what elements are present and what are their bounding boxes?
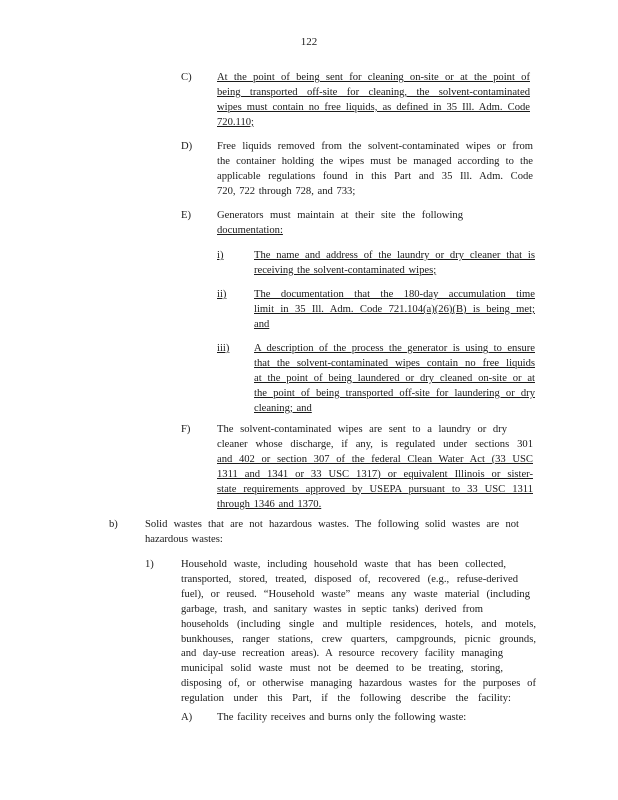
item-e-line: Generators must maintain at their site the following [217, 210, 463, 221]
subitem-iii-line: at the point of being laundered or dry cleaned on-site or at [254, 372, 535, 384]
item-label-f: F) [181, 424, 191, 435]
item-label-b1a: A) [181, 712, 193, 723]
item-b1-line: garbage, trash, and sanitary wastes in septic tanks) derived from [181, 603, 483, 615]
item-b1-line: fuel), or reused. “Household waste” means any waste material (including [181, 588, 530, 600]
item-c-line: 720.110; [217, 116, 254, 128]
section-b-line: Solid wastes that are not hazardous wastes. The following solid wastes are not [145, 519, 519, 530]
subitem-label-iii: iii) [217, 343, 230, 354]
section-text-b [145, 518, 519, 548]
item-b1-line: disposing of, or otherwise managing hazardous wastes for the purposes of [181, 678, 536, 690]
section-label-b: b) [109, 519, 118, 530]
item-d-line: 720, 722 through 728, and 733; [217, 185, 356, 197]
item-b1-line: Household waste, including household waste that has been collected, [181, 559, 506, 570]
section-b-line: hazardous wastes: [145, 533, 223, 545]
item-label-b1: 1) [145, 559, 154, 570]
item-text-d [217, 140, 533, 200]
item-b1-line: households (including single and multiple residences, hotels, and motels, [181, 618, 536, 630]
item-label-c: C) [181, 72, 192, 83]
subitem-iii-line: A description of the process the generator is using to ensure [254, 343, 535, 354]
item-b1-line: bunkhouses, ranger stations, crew quarters, campgrounds, picnic grounds, [181, 633, 536, 645]
item-c-line: wipes must contain no free liquids, as defined in 35 Ill. Adm. Code [217, 101, 530, 113]
item-e-line: documentation: [217, 224, 283, 236]
item-b1-line: transported, stored, treated, disposed of, recovered (e.g., refuse-derived [181, 573, 518, 585]
item-label-e: E) [181, 210, 191, 221]
item-c-line: At the point of being sent for cleaning on-site or at the point of [217, 72, 530, 83]
item-b1-line: municipal solid waste must not be deemed to be treating, storing, [181, 663, 503, 675]
item-f-line: through 1346 and 1370. [217, 498, 322, 510]
item-d-line: Free liquids removed from the solvent-contaminated wipes or from [217, 141, 533, 152]
subitem-ii-line: The documentation that the 180-day accumulation time [254, 289, 535, 300]
subitem-i-line: The name and address of the laundry or dry cleaner that is [254, 250, 535, 261]
item-text-b1a [217, 711, 537, 726]
subitem-i-line: receiving the solvent-contaminated wipes; [254, 264, 437, 276]
item-b1a-line: The facility receives and burns only the following waste: [217, 712, 467, 723]
item-b1-line: regulation under this Part, if the following describe the facility: [181, 693, 511, 705]
item-b1-line: and day-use recreation areas). A resource recovery facility managing [181, 648, 503, 660]
page-number: 122 [300, 36, 318, 48]
item-label-d: D) [181, 141, 193, 152]
item-text-f [217, 423, 533, 512]
item-f-line: The solvent-contaminated wipes are sent to a laundry or dry [217, 424, 507, 435]
subitem-iii-line: that the solvent-contaminated wipes contain no free liquids [254, 357, 535, 369]
subitem-iii-line: the point of being transported off-site for laundering or dry [254, 387, 535, 399]
item-text-e [217, 209, 463, 239]
subitem-ii-line: and [254, 318, 270, 330]
subitem-ii-line: limit in 35 Ill. Adm. Code 721.104(a)(26)(B) is being met; [254, 303, 535, 315]
subitem-text-ii [254, 288, 535, 333]
subitem-label-i: i) [217, 250, 224, 261]
item-f-line: 1311 and 1341 or 33 USC 1317) or equivalent Illinois or sister- [217, 468, 533, 480]
item-text-c [217, 71, 530, 131]
item-d-line: the container holding the wipes must be managed according to the [217, 155, 533, 167]
subitem-label-ii: ii) [217, 289, 227, 300]
item-text-b1 [181, 558, 536, 707]
subitem-iii-line: cleaning; and [254, 402, 312, 414]
subitem-text-i [254, 249, 535, 279]
item-f-line: cleaner whose discharge, if any, is regulated under sections 301 [217, 438, 533, 450]
item-f-line: state requirements approved by USEPA pursuant to 33 USC 1311 [217, 483, 533, 495]
item-f-line: and 402 or section 307 of the federal Clean Water Act (33 USC [217, 453, 533, 465]
subitem-text-iii [254, 342, 535, 417]
item-d-line: applicable regulations found in this Part and 35 Ill. Adm. Code [217, 170, 533, 182]
item-c-line: being transported off-site for cleaning, the solvent-contaminated [217, 86, 530, 98]
